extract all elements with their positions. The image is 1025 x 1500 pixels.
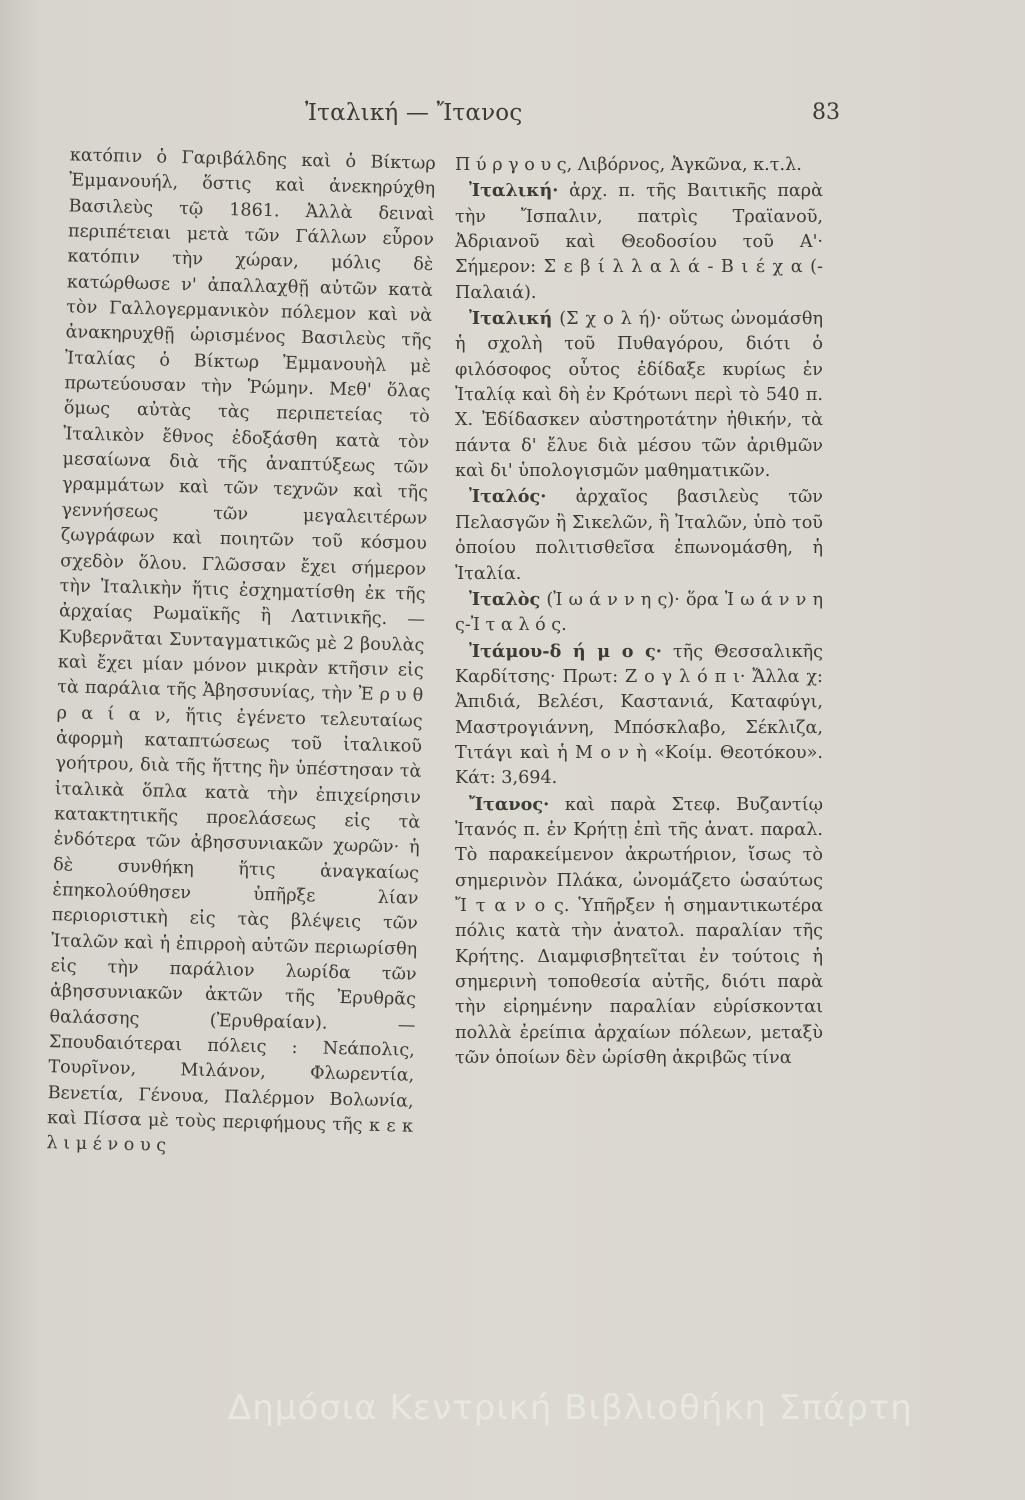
left-column: [46, 143, 436, 1165]
entry-headword: Ἰταλική: [469, 308, 553, 330]
right-column: [455, 152, 823, 1071]
dictionary-entry: [455, 306, 823, 484]
page-number: 83: [812, 100, 840, 125]
library-watermark: Δημόσια Κεντρική Βιβλιοθήκη Σπάρτη: [228, 1388, 913, 1428]
dictionary-entry: [455, 587, 823, 639]
dictionary-entry: [455, 484, 823, 586]
dictionary-entry: [455, 152, 823, 178]
running-head: Ἰταλική — Ἴτανος: [305, 100, 523, 126]
entry-text: ἀρχαῖος βασιλεὺς τῶν Πελασγῶν ἢ Σικελῶν, ἢ Ἰταλῶν, ὑπὸ τοῦ ὁποίου πολιτισθεῖσα ἐπωνομάσθη, ἡ Ἰταλία.: [455, 487, 823, 584]
dictionary-entry: [455, 178, 823, 306]
dictionary-entry: [455, 792, 823, 1072]
entry-text: καὶ παρὰ Στεφ. Βυζαντίῳ Ἰτανός π. ἐν Κρήτῃ ἐπὶ τῆς ἀνατ. παραλ. Τὸ παρακείμενον ἀκρωτήριον, ἴσως τὸ σημερινὸν Πλάκα, ὠνομάζετο ὡσαύτως Ἴ τ α ν ο ς. Ὑπῆρξεν ἡ σημαντικωτέρα πόλις κατὰ τὴν ἀνατολ. παραλίαν τῆς Κρήτης. Διαμφισβητεῖται ἐν τούτοις ἡ σημερινὴ τοποθεσία αὐτῆς, διότι παρὰ τὴν εἰρημένην παραλίαν εὑρίσκονται πολλὰ ἐρείπια ἀρχαίων πόλεων, μεταξὺ τῶν ὁποίων δὲν ὡρίσθη ἀκριβῶς τίνα: [455, 794, 823, 1069]
entry-headword: Ἰταλική·: [469, 180, 559, 202]
entry-headword: Ἰταλὸς: [469, 588, 541, 610]
page-header: [0, 100, 1025, 140]
entry-text: ἀρχ. π. τῆς Βαιτικῆς παρὰ τὴν Ἴσπαλιν, πατρὶς Τραϊανοῦ, Ἀδριανοῦ καὶ Θεοδοσίου τοῦ Α'· Σήμερον: Σ ε β ί λ λ α λ ά - Β ι έ χ α (- Παλαιά).: [455, 181, 823, 303]
entry-text: τῆς Θεσσαλικῆς Καρδίτσης· Πρωτ: Ζ ο γ λ ό π ι· Ἄλλα χ: Ἀπιδιά, Βελέσι, Καστανιά, Καταφύγι, Μαστρογιάννη, Μπόσκλαβο, Σέκλιζα, Τιτάγι καὶ ἡ Μ ο ν ὴ «Κοίμ. Θεοτόκου». Κάτ: 3,694.: [455, 641, 823, 789]
entry-text: (Ἰ ω ά ν ν η ς)· ὅρα Ἰ ω ά ν ν η ς-Ἰ τ α λ ό ς.: [455, 589, 823, 636]
entry-text: (Σ χ ο λ ή)· οὕτως ὠνομάσθη ἡ σχολὴ τοῦ Πυθαγόρου, διότι ὁ φιλόσοφος οὗτος ἐδίδαξε κυρίως ἐν Ἰταλίᾳ καὶ δὴ ἐν Κρότωνι περὶ τὸ 540 π. Χ. Ἐδίδασκεν αὐστηροτάτην ἠθικήν, τὰ πάντα δ' ἔλυε διὰ μέσου τῶν ἀριθμῶν καὶ δι' ὑπολογισμῶν μαθηματικῶν.: [455, 309, 823, 482]
entry-text: Π ύ ρ γ ο υ ς, Λιβόρνος, Ἀγκῶνα, κ.τ.λ.: [455, 155, 802, 175]
dictionary-entry: [455, 639, 823, 792]
entry-headword: Ἴτανος·: [469, 793, 550, 815]
entry-headword: Ἰτάμου-δ ή μ ο ς·: [469, 640, 662, 662]
left-column-text: κατόπιν ὁ Γαριβάλδης καὶ ὁ Βίκτωρ Ἐμμανουήλ, ὅστις καὶ ἀνεκηρύχθη Βασιλεὺς τῷ 1861. Ἀλλὰ δειναὶ περιπέτειαι μετὰ τῶν Γάλλων εὗρον κατόπιν τὴν χώραν, μόλις δὲ κατώρθωσε ν' ἀπαλλαχθῇ αὐτῶν κατὰ τὸν Γαλλογερμανικὸν πόλεμον καὶ νὰ ἀνακηρυχθῇ ὡρισμένος Βασιλεὺς τῆς Ἰταλίας ὁ Βίκτωρ Ἐμμανουὴλ μὲ πρωτεύουσαν τὴν Ῥώμην. Μεθ' ὅλας ὅμως αὐτὰς τὰς περιπετείας τὸ Ἰταλικὸν ἔθνος ἐδοξάσθη κατὰ τὸν μεσαίωνα διὰ τῆς ἀναπτύξεως τῶν γραμμάτων καὶ τῶν τεχνῶν καὶ τῆς γεννήσεως τῶν μεγαλειτέρων ζωγράφων καὶ ποιητῶν τοῦ κόσμου σχεδὸν ὅλου. Γλῶσσαν ἔχει σήμερον τὴν Ἰταλικὴν ἥτις ἐσχηματίσθη ἐκ τῆς ἀρχαίας Ρωμαϊκῆς ἢ Λατινικῆς. — Κυβερνᾶται Συνταγματικῶς μὲ 2 βουλὰς καὶ ἔχει μίαν μόνον μικρὰν κτῆσιν εἰς τὰ παράλια τῆς Ἀβησσυνίας, τὴν Ἐ ρ υ θ ρ α ί α ν, ἥτις ἐγένετο τελευταίως ἀφορμὴ καταπτώσεως τοῦ ἰταλικοῦ γοήτρου, διὰ τῆς ἥττης ἣν ὑπέστησαν τὰ ἰταλικὰ ὅπλα κατὰ τὴν ἐπιχείρησιν κατακτητικῆς προελάσεως εἰς τὰ ἐνδότερα τῶν ἀβησσυνιακῶν χωρῶν· ἡ δὲ συνθήκη ἥτις ἀναγκαίως ἐπηκολούθησεν ὑπῆρξε λίαν περιοριστικὴ εἰς τὰς βλέψεις τῶν Ἰταλῶν καὶ ἡ ἐπιρροὴ αὐτῶν περιωρίσθη εἰς τὴν παράλιον λωρίδα τῶν ἀβησσυνιακῶν ἀκτῶν τῆς Ἐρυθρᾶς θαλάσσης (Ἐρυθραίαν). — Σπουδαιότεραι πόλεις : Νεάπολις, Τουρῖνον, Μιλάνον, Φλωρεντία, Βενετία, Γένουα, Παλέρμον Βολωνία, καὶ Πίσσα μὲ τοὺς περιφήμους τῆς κ ε κ λ ι μ έ ν ο υ ς: [46, 145, 436, 1157]
entry-headword: Ἰταλός·: [469, 486, 547, 508]
